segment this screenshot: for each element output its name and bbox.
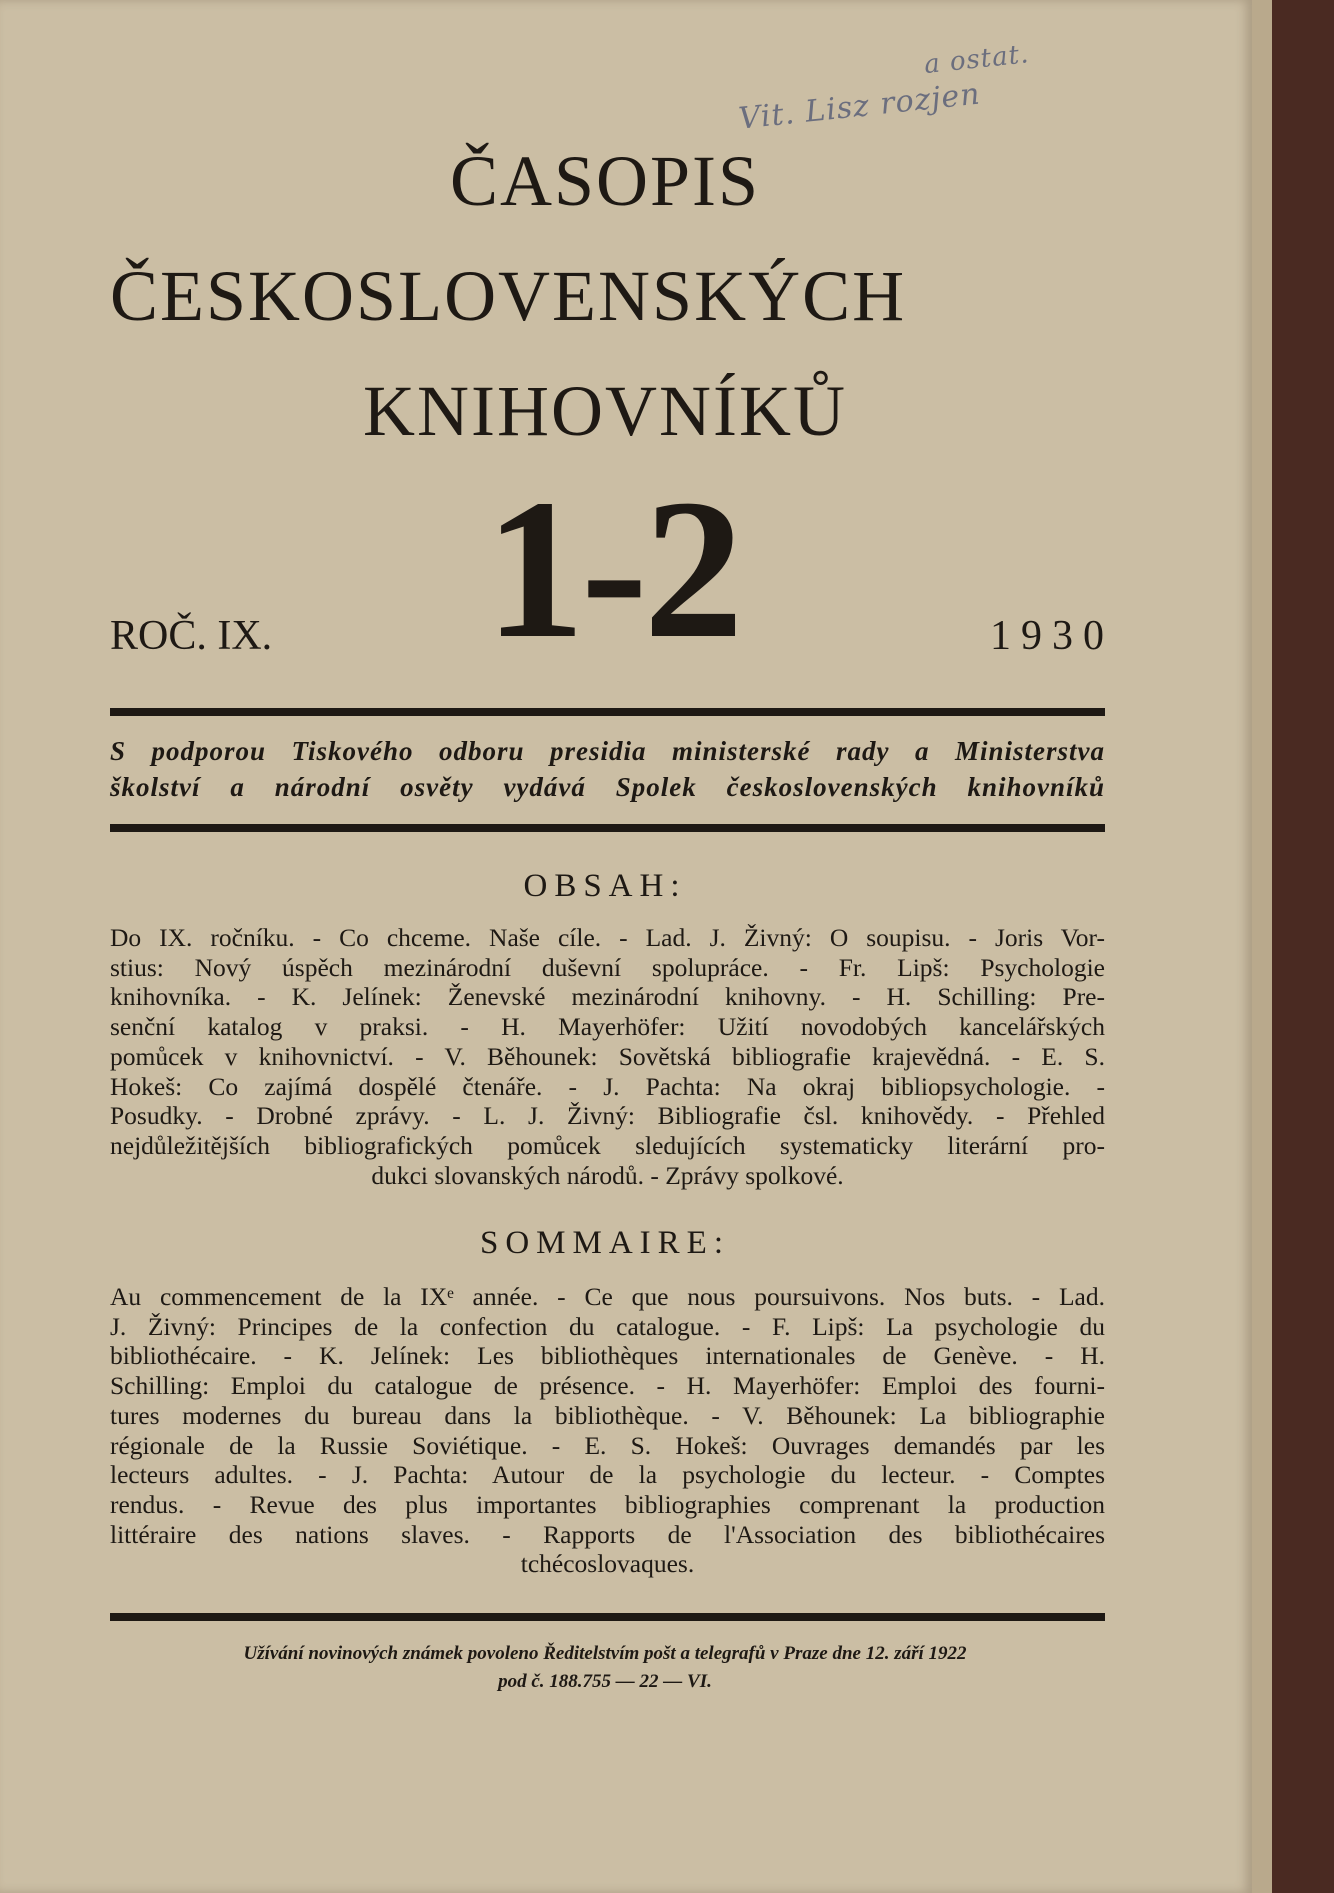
title-line-2: ČESKOSLOVENSKÝCH: [110, 256, 907, 336]
sommaire-line: J. Živný: Principes de la confection du catalogue. - F. Lipš: La psychologie du: [110, 1311, 1105, 1341]
sommaire-line: tures modernes du bureau dans la bibliothèque. - V. Běhounek: La bibliographie: [110, 1400, 1105, 1430]
subtitle-rule: [110, 824, 1105, 832]
sommaire-line: tchécoslovaques.: [520, 1549, 695, 1579]
top-rule: [110, 708, 1105, 716]
contents-line: stius: Nový úspěch mezinárodní duševní spolupráce. - Fr. Lipš: Psychologie: [110, 952, 1105, 982]
contents-line: pomůcek v knihovnictví. - V. Běhounek: Sovětská bibliografie krajevědná. - E. S.: [110, 1041, 1105, 1071]
issue-number: 1-2: [485, 459, 740, 680]
contents-line: nejdůležitějších bibliografických pomůcek sledujících systematicky literární pro-: [110, 1130, 1105, 1160]
handwritten-note-line: a ostat.: [922, 39, 1031, 81]
sommaire-line: rendus. - Revue des plus importantes bibliographies comprenant la production: [110, 1489, 1105, 1519]
bottom-rule: [110, 1613, 1105, 1621]
contents-line: knihovníka. - K. Jelínek: Ženevské mezinárodní knihovny. - H. Schilling: Pre-: [110, 982, 1105, 1012]
contents-heading: OBSAH:: [523, 868, 687, 904]
sommaire-line: bibliothécaire. - K. Jelínek: Les bibliothèques internationales de Genève. - H.: [110, 1341, 1105, 1371]
footer-line: Užívání novinových známek povoleno Ředitelstvím pošt a telegrafů v Praze dne 12. září 1922: [243, 1643, 967, 1664]
volume-label: ROČ. IX.: [110, 613, 273, 659]
title-line-3: KNIHOVNÍKŮ: [363, 371, 847, 451]
subtitle-line: školství a národní osvěty vydává Spolek československých knihovníků: [110, 772, 1105, 802]
contents-line: Do IX. ročníku. - Co chceme. Naše cíle. - Lad. J. Živný: O soupisu. - Joris Vor-: [110, 923, 1105, 952]
contents-line: dukci slovanských národů. - Zprávy spolkové.: [371, 1160, 844, 1190]
sommaire-line: lecteurs adultes. - J. Pachta: Autour de la psychologie du lecteur. - Comptes: [110, 1460, 1105, 1490]
publisher-subtitle: [110, 733, 1105, 805]
footer-line: pod č. 188.755 — 22 — VI.: [498, 1671, 712, 1692]
sommaire-text: [110, 1282, 1105, 1579]
contents-line: Hokeš: Co zajímá dospělé čtenáře. - J. Pachta: Na okraj bibliopsychologie. -: [110, 1071, 1105, 1101]
postal-permit-note: [0, 1640, 1210, 1696]
sommaire-line: régionale de la Russie Soviétique. - E. S. Hokeš: Ouvrages demandés par les: [110, 1430, 1105, 1460]
subtitle-line: S podporou Tiskového odboru presidia ministerské rady a Ministerstva: [110, 736, 1105, 766]
contents-text: [110, 923, 1105, 1190]
sommaire-line: Au commencement de la IXᵉ année. - Ce que nous poursuivons. Nos buts. - Lad.: [110, 1282, 1105, 1311]
sommaire-line: littéraire des nations slaves. - Rapports de l'Association des bibliothécaires: [110, 1519, 1105, 1549]
sommaire-heading: SOMMAIRE:: [479, 1225, 731, 1261]
sommaire-line: Schilling: Emploi du catalogue de présence. - H. Mayerhöfer: Emploi des fourni-: [110, 1371, 1105, 1401]
back-sheet-edge: [1252, 0, 1272, 1893]
contents-line: senční katalog v praksi. - H. Mayerhöfer: Užití novodobých kancelářských: [110, 1012, 1105, 1042]
title-line-1: ČASOPIS: [449, 141, 761, 221]
contents-line: Posudky. - Drobné zprávy. - L. J. Živný: Bibliografie čsl. knihovědy. - Přehled: [110, 1101, 1105, 1131]
handwritten-note-line: Vit. Lisz rozjen: [737, 76, 983, 137]
year-label: 1930: [990, 613, 1114, 659]
